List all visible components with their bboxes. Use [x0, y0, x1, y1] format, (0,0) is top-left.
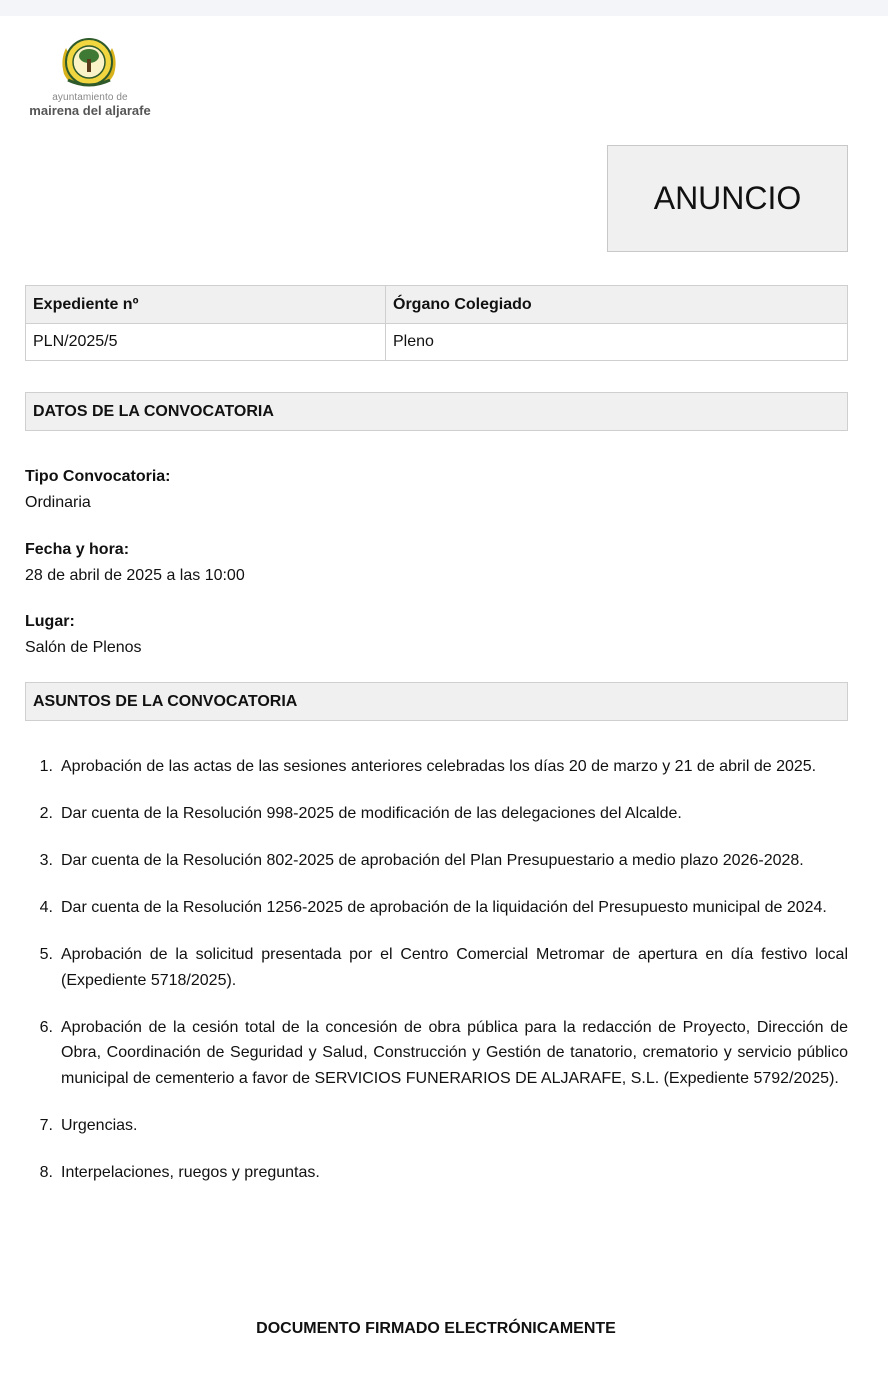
table-row: [26, 324, 848, 361]
list-item: [25, 848, 848, 874]
datos-heading: DATOS DE LA CONVOCATORIA: [25, 392, 848, 431]
item-number: 2.: [39, 805, 53, 822]
item-number: 1.: [39, 758, 53, 775]
list-item: [25, 895, 848, 921]
lugar-label: Lugar:: [25, 613, 75, 630]
tipo-value: Ordinaria: [25, 494, 91, 511]
item-text: Aprobación de la cesión total de la concesión de obra pública para la redacción de Proyecto, Dirección de Obra, Coordinación de Seguridad y Salud, Construcción y Gestión de tanatorio, crematorio y servicio público municipal de cementerio a favor de SERVICIOS FUNERARIOS DE ALJARAFE, S.L. (Expediente 5792/2025).: [61, 1018, 848, 1087]
item-text: Interpelaciones, ruegos y preguntas.: [61, 1163, 320, 1181]
item-text: Dar cuenta de la Resolución 1256-2025 de aprobación de la liquidación del Presupuesto municipal de 2024.: [61, 899, 827, 916]
list-item: [25, 1113, 848, 1139]
file-info-table: [25, 285, 848, 361]
lugar-value: Salón de Plenos: [25, 639, 142, 656]
asuntos-heading: ASUNTOS DE LA CONVOCATORIA: [25, 682, 848, 721]
fecha-label: Fecha y hora:: [25, 541, 130, 558]
fecha-field: [25, 537, 245, 589]
item-text: Dar cuenta de la Resolución 802-2025 de aprobación del Plan Presupuestario a medio plazo 2026-2028.: [61, 852, 804, 869]
item-number: 7.: [39, 1116, 53, 1134]
municipal-logo: [22, 36, 158, 118]
item-number: 5.: [39, 946, 53, 963]
item-number: 3.: [39, 852, 53, 869]
logo-subtitle: ayuntamiento de: [52, 92, 128, 103]
list-item: [25, 1160, 848, 1186]
lugar-field: [25, 609, 142, 661]
top-bar: [0, 0, 888, 16]
header-expediente: Expediente nº: [26, 286, 386, 324]
announcement-title: ANUNCIO: [607, 145, 848, 252]
list-item: [25, 801, 848, 827]
item-text: Aprobación de las actas de las sesiones anteriores celebradas los días 20 de marzo y 21 de abril de 2025.: [61, 758, 817, 775]
cell-organo: Pleno: [386, 324, 848, 361]
tipo-field: [25, 464, 171, 516]
table-header-row: [26, 286, 848, 324]
tree-seal-icon: [56, 36, 122, 90]
item-text: Aprobación de la solicitud presentada por el Centro Comercial Metromar de apertura en día festivo local (Expediente 5718/2025).: [61, 946, 848, 989]
item-number: 4.: [39, 899, 53, 916]
list-item: [25, 942, 848, 993]
signature-note: DOCUMENTO FIRMADO ELECTRÓNICAMENTE: [256, 1320, 616, 1337]
list-item: [25, 754, 848, 780]
item-number: 6.: [39, 1018, 53, 1036]
tipo-label: Tipo Convocatoria:: [25, 468, 171, 485]
logo-name: mairena del aljarafe: [29, 103, 151, 118]
header-organo: Órgano Colegiado: [386, 286, 848, 324]
list-item: [25, 1015, 848, 1092]
agenda-list: [25, 754, 848, 1207]
item-text: Dar cuenta de la Resolución 998-2025 de modificación de las delegaciones del Alcalde.: [61, 805, 682, 822]
item-number: 8.: [39, 1163, 53, 1181]
item-text: Urgencias.: [61, 1116, 138, 1134]
fecha-value: 28 de abril de 2025 a las 10:00: [25, 567, 245, 584]
cell-expediente: PLN/2025/5: [26, 324, 386, 361]
